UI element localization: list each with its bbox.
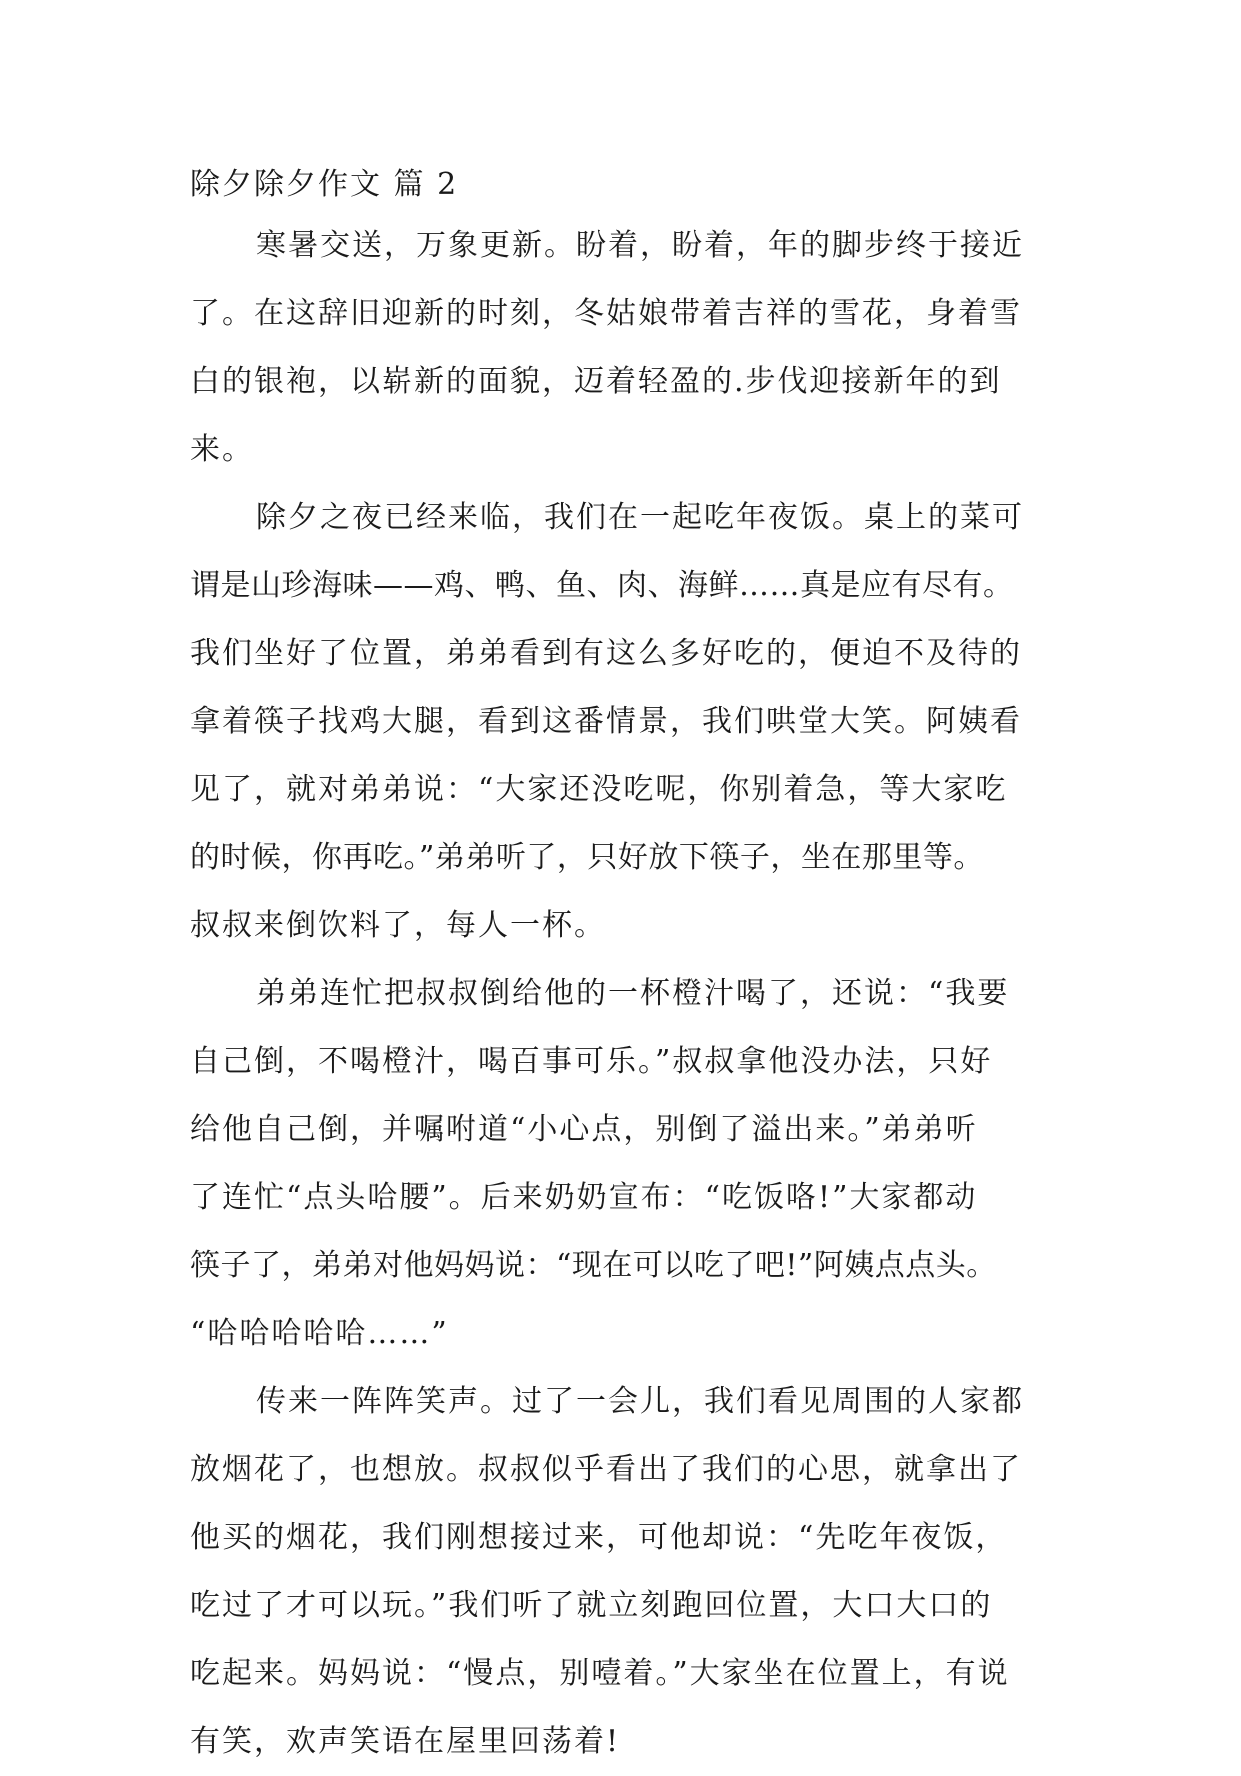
paragraph-line: 传来一阵阵笑声。过了一会儿，我们看见周围的人家都 — [256, 1384, 1024, 1419]
paragraph-line: 来。 — [190, 432, 254, 467]
paragraph-line: 除夕之夜已经来临，我们在一起吃年夜饭。桌上的菜可 — [256, 500, 1024, 535]
paragraph-line: 他买的烟花，我们刚想接过来，可他却说：“先吃年夜饭， — [190, 1520, 1008, 1555]
paragraph-line: 筷子了，弟弟对他妈妈说：“现在可以吃了吧!”阿姨点点头。 — [190, 1248, 997, 1283]
paragraph-line: 白的银袍，以崭新的面貌，迈着轻盈的.步伐迎接新年的到 — [190, 364, 1002, 399]
paragraph-line: 吃过了才可以玩。”我们听了就立刻跑回位置，大口大口的 — [190, 1588, 993, 1623]
paragraph-4 — [190, 1368, 1060, 1776]
paragraph-2 — [190, 484, 1060, 960]
paragraph-line: 自己倒，不喝橙汁，喝百事可乐。”叔叔拿他没办法，只好 — [190, 1044, 993, 1079]
paragraph-line: 谓是山珍海味——鸡、鸭、鱼、肉、海鲜……真是应有尽有。 — [190, 568, 1014, 603]
paragraph-line: 寒暑交送，万象更新。盼着，盼着，年的脚步终于接近 — [256, 228, 1024, 263]
document-page — [190, 158, 1060, 1776]
paragraph-line: 有笑，欢声笑语在屋里回荡着! — [190, 1724, 621, 1759]
paragraph-1 — [190, 212, 1060, 484]
document-title: 除夕除夕作文 篇 2 — [190, 167, 459, 202]
paragraph-line: 的时候，你再吃。”弟弟听了，只好放下筷子，坐在那里等。 — [190, 840, 984, 875]
paragraph-line: 吃起来。妈妈说：“慢点，别噎着。”大家坐在位置上，有说 — [190, 1656, 1010, 1691]
paragraph-line: 了连忙“点头哈腰”。后来奶奶宣布：“吃饭咯!”大家都动 — [190, 1180, 978, 1215]
paragraph-line: 拿着筷子找鸡大腿，看到这番情景，我们哄堂大笑。阿姨看 — [190, 704, 1022, 739]
paragraph-line: 了。在这辞旧迎新的时刻，冬姑娘带着吉祥的雪花，身着雪 — [190, 296, 1022, 331]
paragraph-line: 给他自己倒，并嘱咐道“小心点，别倒了溢出来。”弟弟听 — [190, 1112, 978, 1147]
paragraph-3 — [190, 960, 1060, 1368]
paragraph-line: “哈哈哈哈哈……” — [190, 1316, 449, 1351]
paragraph-line: 弟弟连忙把叔叔倒给他的一杯橙汁喝了，还说：“我要 — [256, 976, 1010, 1011]
paragraph-line: 见了，就对弟弟说：“大家还没吃呢，你别着急，等大家吃 — [190, 772, 1008, 807]
paragraph-line: 叔叔来倒饮料了，每人一杯。 — [190, 908, 606, 943]
paragraph-line: 放烟花了，也想放。叔叔似乎看出了我们的心思，就拿出了 — [190, 1452, 1022, 1487]
paragraph-line: 我们坐好了位置，弟弟看到有这么多好吃的，便迫不及待的 — [190, 636, 1022, 671]
